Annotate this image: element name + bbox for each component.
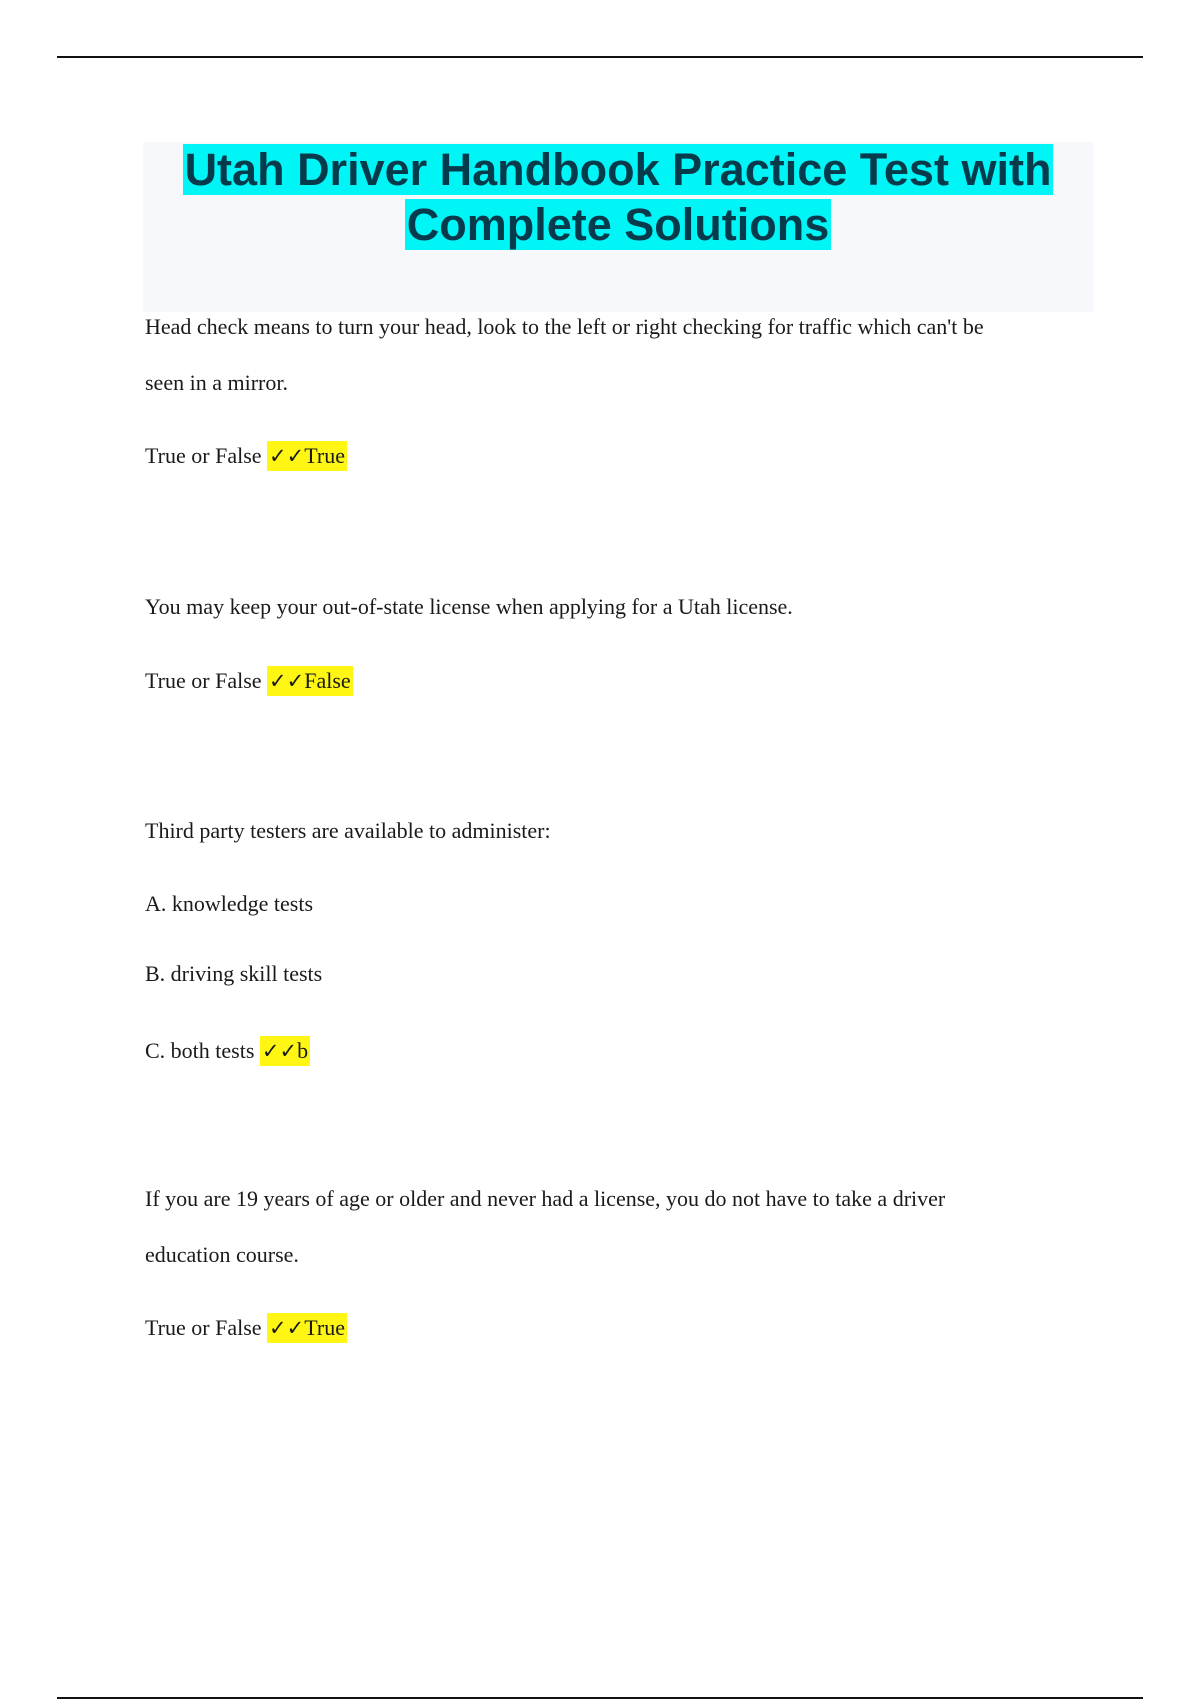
answer-value: True — [304, 443, 345, 468]
answer-highlight — [267, 441, 347, 471]
answer-prefix: True or False — [145, 1315, 268, 1340]
question-1-line-1: Head check means to turn your head, look to the left or right checking for traffic which can't be — [145, 314, 984, 339]
top-rule — [57, 56, 1143, 58]
question-4-line-2: education course. — [145, 1242, 299, 1267]
document-title — [143, 142, 1093, 252]
question-2-answer — [145, 668, 353, 694]
question-4-answer — [145, 1315, 347, 1341]
question-3-answer — [145, 1038, 310, 1064]
title-block — [143, 142, 1093, 312]
answer-value: b — [297, 1038, 309, 1063]
double-check-icon: ✓✓ — [269, 1316, 305, 1340]
question-4-line-1: If you are 19 years of age or older and never had a license, you do not have to take a driver — [145, 1186, 946, 1211]
title-line-1: Utah Driver Handbook Practice Test with — [184, 144, 1052, 195]
title-line-2: Complete Solutions — [406, 199, 830, 250]
double-check-icon: ✓✓ — [269, 669, 305, 693]
answer-prefix: True or False — [145, 443, 268, 468]
question-1-answer — [145, 443, 347, 469]
question-3-option-a: A. knowledge tests — [145, 891, 314, 916]
question-1-line-2: seen in a mirror. — [145, 370, 288, 395]
answer-prefix: C. both tests — [145, 1038, 260, 1063]
question-2-line-1: You may keep your out-of-state license when applying for a Utah license. — [145, 594, 793, 619]
question-3-option-b: B. driving skill tests — [145, 961, 323, 986]
bottom-rule — [57, 1697, 1143, 1699]
answer-prefix: True or False — [145, 668, 268, 693]
double-check-icon: ✓✓ — [261, 1039, 298, 1063]
question-3-line-1: Third party testers are available to administer: — [145, 818, 551, 843]
double-check-icon: ✓✓ — [269, 444, 305, 468]
answer-value: False — [304, 668, 351, 693]
answer-highlight — [267, 1313, 347, 1343]
answer-highlight — [260, 1036, 310, 1066]
answer-highlight — [267, 666, 353, 696]
answer-value: True — [304, 1315, 345, 1340]
